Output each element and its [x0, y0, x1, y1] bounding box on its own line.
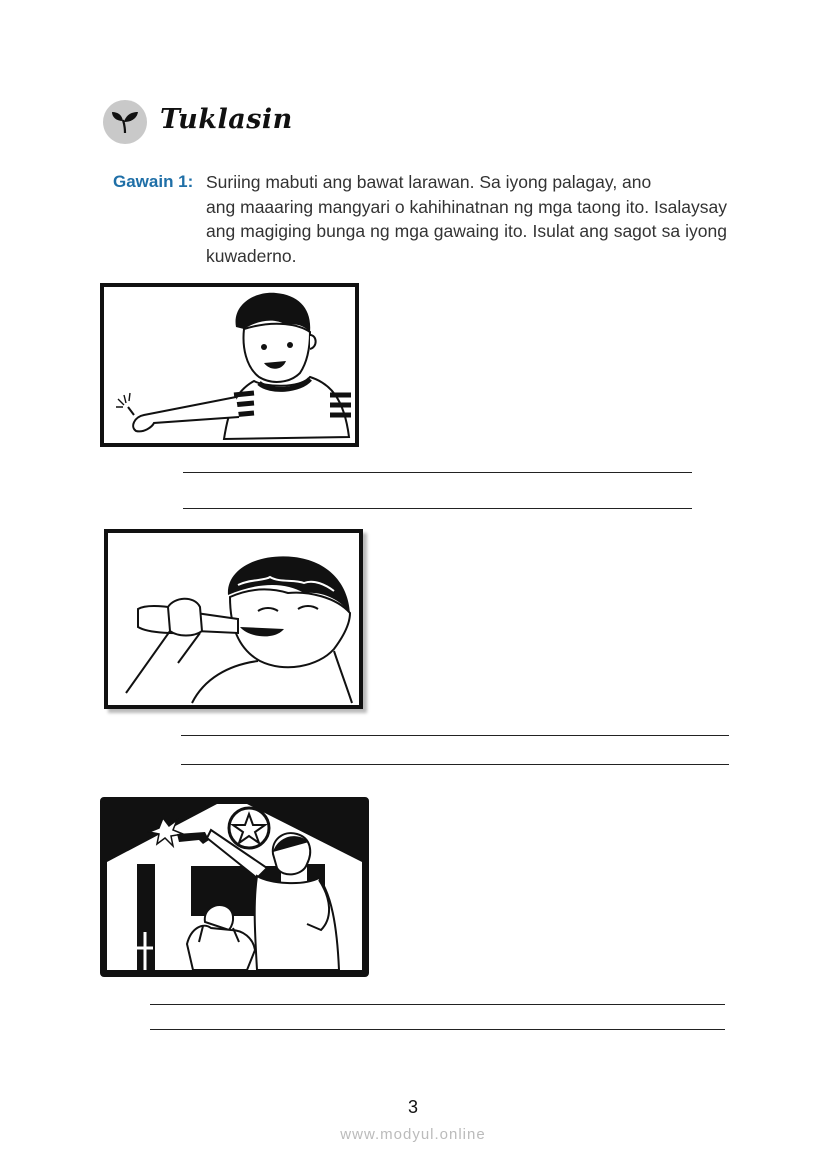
gun-firing-illustration — [107, 804, 362, 970]
answer-line[interactable] — [183, 508, 692, 509]
activity-label: Gawain 1: — [113, 172, 194, 191]
section-title: Tuklasin — [160, 104, 293, 135]
picture-boy-firecracker — [100, 283, 359, 447]
instructions-rest: ang maaaring mangyari o kahihinatnan ng mga taong ito. Isalaysay ang magiging bunga ng mga gawaing ito. Isulat ang sagot sa iyong kuwaderno. — [206, 196, 727, 266]
page-number: 3 — [407, 1097, 418, 1117]
picture-man-gun — [100, 797, 369, 977]
answer-line[interactable] — [181, 735, 729, 736]
answer-line[interactable] — [150, 1004, 725, 1005]
answer-line[interactable] — [150, 1029, 725, 1030]
leaf-sprout-icon — [103, 100, 147, 144]
watermark: www.modyul.online — [340, 1126, 486, 1143]
instructions-line-1: Suriing mabuti ang bawat larawan. Sa iyong palagay, ano — [206, 172, 652, 192]
answer-line[interactable] — [181, 764, 729, 765]
bottle-drinking-illustration — [108, 533, 359, 705]
picture-child-bottle — [104, 529, 363, 709]
answer-line[interactable] — [183, 472, 692, 473]
firecracker-illustration — [104, 287, 355, 443]
